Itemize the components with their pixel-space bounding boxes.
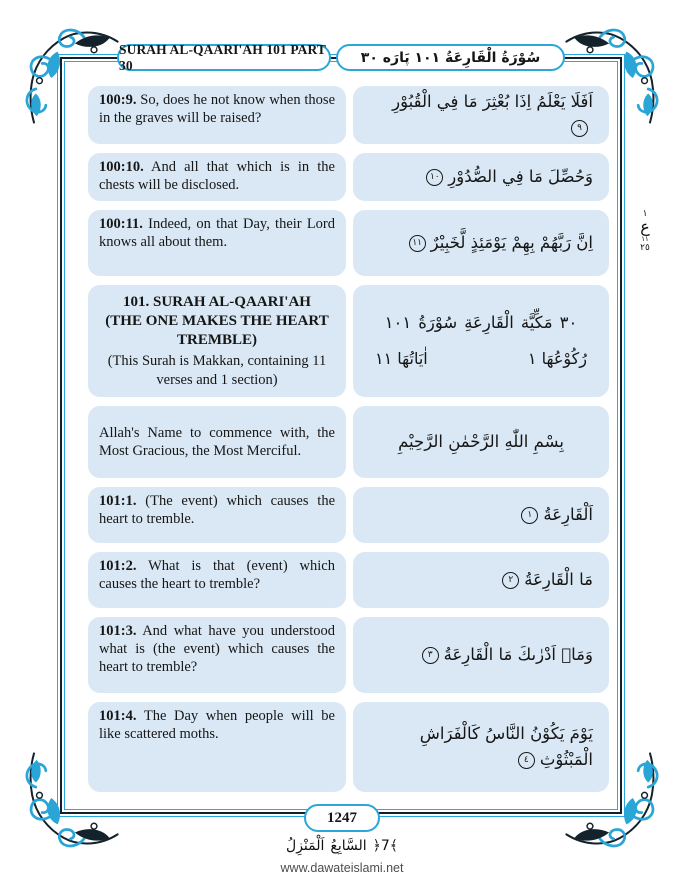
translation-box — [88, 487, 346, 543]
verse-row — [88, 702, 609, 792]
translation-box — [88, 617, 346, 693]
verse-arabic: وَحُصِّلَ مَا فِي الصُّدُوْرِ — [448, 167, 593, 187]
verse-translation: And what have you understood what is (the event) which causes the heart to tremble? — [99, 623, 336, 675]
header-title-english — [117, 41, 331, 73]
translation-box — [88, 153, 346, 201]
ayat-count-label: اٰيَاتُهَا ١١ — [375, 349, 428, 369]
surah-title-english — [88, 285, 346, 397]
page-number-pill — [304, 804, 380, 832]
verse-row — [88, 552, 609, 608]
ruku-marker-ain: ع — [640, 217, 650, 237]
ayah-number-circle: ٣ — [422, 647, 439, 664]
para-number-arabic: ٣٠ — [559, 312, 578, 332]
surah-title-row — [88, 285, 609, 397]
ruku-marker-small-number: ١١ — [641, 235, 649, 244]
verse-row — [88, 86, 609, 144]
surah-number-arabic: ١٠١ — [384, 312, 412, 332]
ruku-margin-marker — [632, 210, 658, 253]
arabic-box — [353, 702, 609, 792]
arabic-box — [353, 552, 609, 608]
verse-arabic: وَمَاۤ اَدْرٰىكَ مَا الْقَارِعَةُ — [443, 645, 593, 665]
arabic-box — [353, 210, 609, 276]
surah-title-line1: 101. SURAH AL-QAARI'AH — [123, 294, 311, 310]
surah-title-line3: (This Surah is Makkan, containing 11 verses and 1 section) — [107, 353, 327, 388]
verse-arabic: مَا الْقَارِعَةُ — [524, 570, 593, 590]
ruku-count-label: رُكُوْعُهَا ١ — [527, 349, 587, 369]
arabic-box — [353, 617, 609, 693]
manzil-caption — [0, 838, 684, 854]
arabic-box — [353, 487, 609, 543]
header-title-arabic — [336, 44, 565, 71]
verse-ref: 101:4. — [99, 708, 137, 724]
header-title-english-label: SURAH AL-QAARI'AH 101 PART 30 — [119, 41, 326, 73]
surah-title-arabic-line1 — [385, 310, 578, 336]
verse-ref: 100:10. — [99, 159, 144, 175]
manzil-word: اَلْمَنْزِلُ — [286, 838, 325, 854]
manzil-number: ﴿7﴾ — [372, 838, 398, 854]
verse-translation: What is that (event) which causes the heart to tremble? — [99, 558, 335, 592]
arabic-box — [353, 153, 609, 201]
verse-ref: 100:9. — [99, 92, 137, 108]
verse-translation: So, does he not know when those in the graves will be raised? — [99, 92, 336, 126]
manzil-word: السَّابِعُ — [330, 838, 367, 854]
verse-translation: Indeed, on that Day, their Lord knows all about them. — [99, 216, 336, 250]
bismillah-translation: Allah's Name to commence with, the Most Gracious, the Most Merciful. — [99, 425, 335, 459]
verse-ref: 101:1. — [99, 493, 137, 509]
ayah-number-circle: ٤ — [518, 752, 535, 769]
page-number: 1247 — [327, 809, 357, 826]
ayah-number-circle: ٩ — [571, 120, 588, 137]
verse-translation: The Day when people will be like scattered moths. — [99, 708, 335, 742]
verse-arabic: اَلْقَارِعَةُ — [543, 505, 593, 525]
verse-row — [88, 487, 609, 543]
surah-title-line2: (THE ONE MAKES THE HEART TREMBLE) — [105, 313, 329, 348]
verse-ref: 100:11. — [99, 216, 143, 232]
arabic-box — [353, 86, 609, 144]
translation-box — [88, 86, 346, 144]
page-content — [88, 86, 609, 801]
verse-translation: (The event) which causes the heart to tremble. — [99, 493, 336, 527]
makkiyyah-label: مَكِّيَّة — [520, 312, 553, 332]
website-url: www.dawateislami.net — [280, 861, 404, 875]
translation-box — [88, 702, 346, 792]
verse-row — [88, 210, 609, 276]
verse-ref: 101:2. — [99, 558, 137, 574]
verse-arabic: يَوْمَ يَكُوْنُ النَّاسُ كَالْفَرَاشِ الْمَبْثُوْثِ — [419, 724, 593, 769]
bismillah-arabic: بِسْمِ اللّٰهِ الرَّحْمٰنِ الرَّحِيْمِ — [398, 432, 564, 452]
surah-name-arabic: الْقَارِعَةِ — [464, 312, 514, 332]
header-title-arabic-label: سُوْرَةُ الْقَارِعَةُ ١٠١ پَارَه ٣٠ — [360, 49, 541, 66]
bismillah-row — [88, 406, 609, 478]
verse-translation: And all that which is in the chests will be disclosed. — [99, 159, 335, 193]
surah-word: سُوْرَةُ — [418, 312, 458, 332]
verse-row — [88, 153, 609, 201]
ruku-marker-top-number: ١ — [642, 209, 648, 219]
verse-row — [88, 617, 609, 693]
verse-arabic: اَفَلَا يَعْلَمُ اِذَا بُعْثِرَ مَا فِي الْقُبُوْرِ — [392, 92, 593, 112]
ayah-number-circle: ٢ — [502, 572, 519, 589]
bismillah-arabic-box — [353, 406, 609, 478]
translation-box — [88, 210, 346, 276]
ayah-number-circle: ١١ — [409, 235, 426, 252]
bismillah-translation-box — [88, 406, 346, 478]
verse-ref: 101:3. — [99, 623, 137, 639]
surah-title-arabic — [353, 285, 609, 397]
ruku-marker-bottom-number: ٢٥ — [640, 242, 650, 253]
surah-title-arabic-line2 — [353, 347, 609, 372]
verse-arabic: اِنَّ رَبَّهُمْ بِهِمْ يَوْمَئِذٍ لَّخَبِيْرٌ — [430, 233, 593, 253]
translation-box — [88, 552, 346, 608]
ayah-number-circle: ١٠ — [426, 169, 443, 186]
ayah-number-circle: ١ — [521, 507, 538, 524]
